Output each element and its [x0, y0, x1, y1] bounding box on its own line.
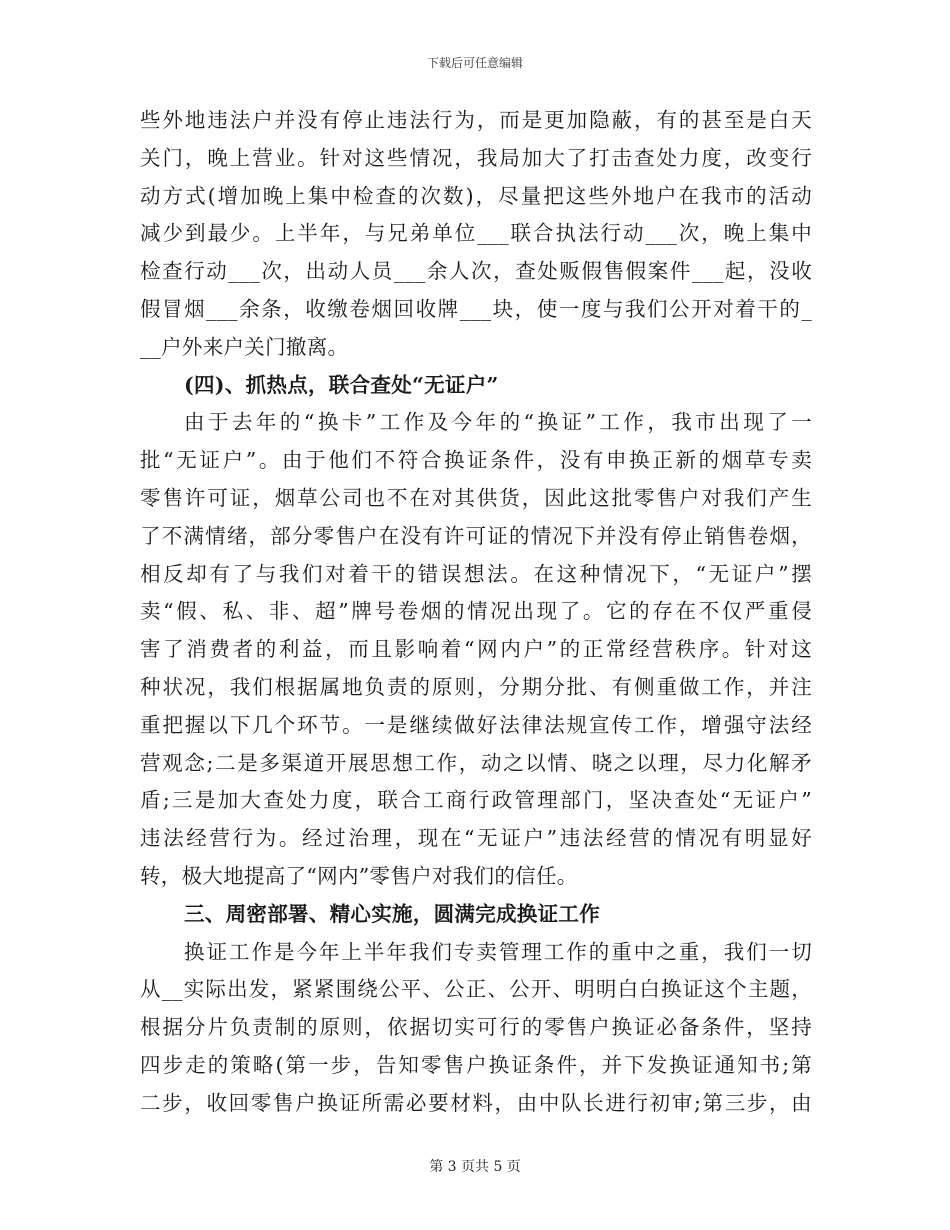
body-line: __户外来户关门撤离。 [140, 334, 349, 359]
body-line: 根据分片负责制的原则，依据切实可行的零售户换证必备条件，坚持 [140, 1015, 812, 1040]
section-heading-4: (四)、抓热点，联合查处“无证户” [184, 372, 499, 397]
body-line: 害了消费者的利益，而且影响着“网内户”的正常经营秩序。针对这 [140, 637, 812, 662]
body-line: 营观念;二是多渠道开展思想工作，动之以情、晓之以理，尽力化解矛 [140, 750, 812, 775]
body-line: 批“无证户”。由于他们不符合换证条件，没有申换正新的烟草专卖 [140, 448, 812, 473]
body-line: 相反却有了与我们对着干的错误想法。在这种情况下，“无证户”摆 [140, 561, 812, 586]
body-line: 二步，收回零售户换证所需必要材料，由中队长进行初审;第三步，由 [140, 1090, 812, 1115]
paragraph-start: 换证工作是今年上半年我们专卖管理工作的重中之重，我们一切 [184, 939, 812, 964]
body-line: 关门，晚上营业。针对这些情况，我局加大了打击查处力度，改变行 [140, 145, 812, 170]
body-line: 四步走的策略(第一步，告知零售户换证条件，并下发换证通知书;第 [140, 1052, 812, 1077]
paragraph-start: 由于去年的“换卡”工作及今年的“换证”工作，我市出现了一 [184, 410, 812, 435]
document-body [140, 102, 812, 1123]
body-line: 检查行动___次，出动人员___余人次，查处贩假售假案件___起，没收 [140, 259, 812, 284]
body-line: 动方式(增加晚上集中检查的次数)，尽量把这些外地户在我市的活动 [140, 183, 812, 208]
body-line: 减少到最少。上半年，与兄弟单位___联合执法行动___次，晚上集中 [140, 221, 812, 246]
body-line: 重把握以下几个环节。一是继续做好法律法规宣传工作，增强守法经 [140, 712, 812, 737]
body-line: 种状况，我们根据属地负责的原则，分期分批、有侧重做工作，并注 [140, 674, 812, 699]
section-heading-3: 三、周密部署、精心实施，圆满完成换证工作 [184, 901, 600, 926]
body-line: 了不满情绪，部分零售户在没有许可证的情况下并没有停止销售卷烟， [140, 523, 812, 548]
page-header-note: 下载后可任意编辑 [426, 56, 523, 70]
body-line: 盾;三是加大查处力度，联合工商行政管理部门，坚决查处“无证户” [140, 788, 812, 813]
body-line: 从__实际出发，紧紧围绕公平、公正、公开、明明白白换证这个主题， [140, 977, 812, 1002]
body-line: 假冒烟___余条，收缴卷烟回收牌___块，使一度与我们公开对着干的_ [140, 296, 812, 321]
body-line: 违法经营行为。经过治理，现在“无证户”违法经营的情况有明显好 [140, 826, 812, 851]
page-number: 第 3 页共 5 页 [429, 1159, 521, 1175]
body-line: 转，极大地提高了“网内”零售户对我们的信任。 [140, 863, 578, 888]
body-line: 卖“假、私、非、超”牌号卷烟的情况出现了。它的存在不仅严重侵 [140, 599, 812, 624]
body-line: 零售许可证，烟草公司也不在对其供货，因此这批零售户对我们产生 [140, 485, 812, 510]
body-line: 些外地违法户并没有停止违法行为，而是更加隐蔽，有的甚至是白天 [140, 108, 812, 132]
